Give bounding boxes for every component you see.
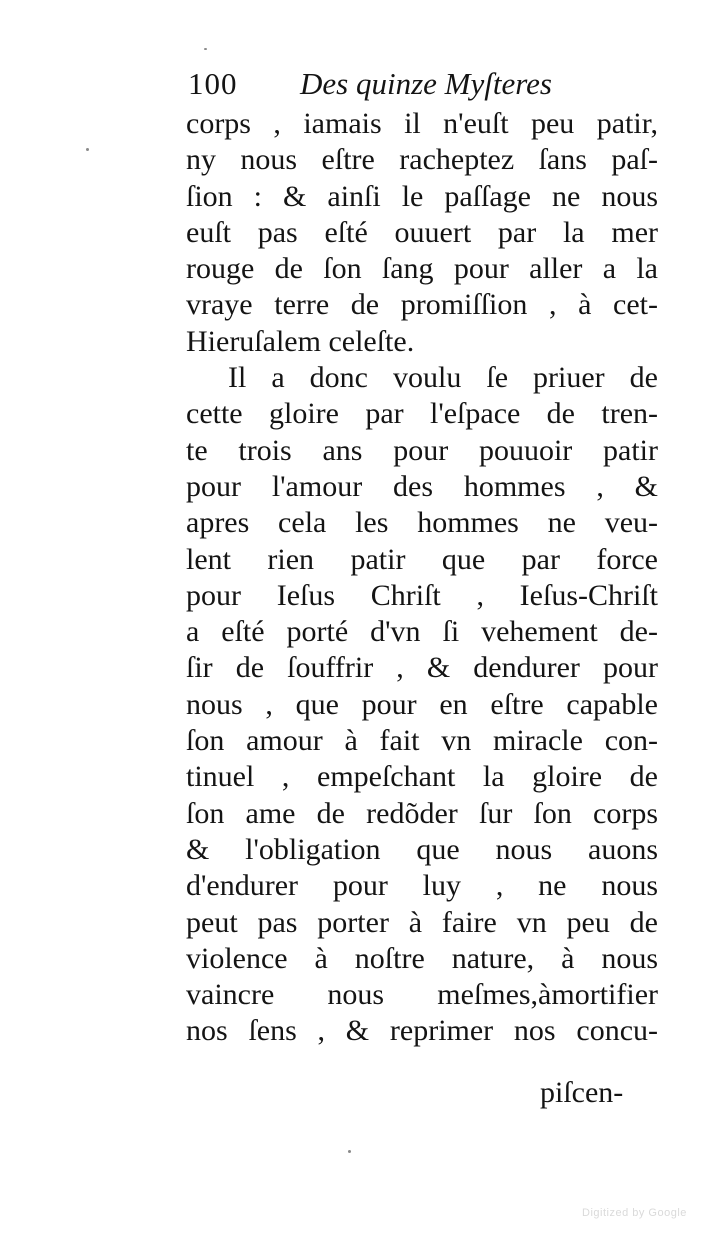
text-line: ſon ame de redõder ſur ſon corps: [186, 796, 658, 830]
body-text: [186, 106, 658, 1050]
text-line: cette gloire par l'eſpace de tren-: [186, 397, 658, 431]
ink-speck: [348, 1150, 351, 1153]
text-line: vraye terre de promiſſion , à cet-: [186, 288, 658, 322]
text-line: ſion : & ainſi le paſſage ne nous: [186, 179, 658, 213]
text-line: d'endurer pour luy , ne nous: [186, 869, 658, 903]
text-line: lent rien patir que par force: [186, 542, 658, 576]
text-line: corps , iamais il n'euſt peu patir,: [186, 107, 658, 140]
catchword: piſcen-: [540, 1076, 624, 1109]
text-line: pour l'amour des hommes , &: [186, 469, 658, 503]
ink-speck: [204, 48, 207, 50]
text-line: peut pas porter à faire vn peu de: [186, 905, 658, 939]
text-line: euſt pas eſté ouuert par la mer: [186, 215, 658, 249]
ink-speck: [86, 148, 89, 151]
text-line: ny nous eſtre racheptez ſans paſ-: [186, 143, 658, 177]
text-line: ſon amour à fait vn miracle con-: [186, 724, 658, 758]
text-line: rouge de ſon ſang pour aller a la: [186, 252, 658, 286]
text-line: pour Ieſus Chriſt , Ieſus-Chriſt: [186, 578, 658, 612]
text-line: apres cela les hommes ne veu-: [186, 506, 658, 540]
text-line: tinuel , empeſchant la gloire de: [186, 760, 658, 794]
text-line: nous , que pour en eſtre capable: [186, 687, 658, 721]
text-line: vaincre nous meſmes,àmortifier: [186, 978, 658, 1012]
digitization-watermark: Digitized by Google: [582, 1207, 687, 1219]
text-line-paragraph-start: Il a donc voulu ſe priuer de: [228, 361, 658, 395]
page-header: [188, 62, 658, 106]
text-line: nos ſens , & reprimer nos concu-: [186, 1014, 658, 1048]
text-line: a eſté porté d'vn ſi vehement de-: [186, 615, 658, 649]
running-head: Des quinze Myſteres: [300, 66, 552, 101]
text-line: & l'obligation que nous auons: [186, 832, 658, 866]
text-line: te trois ans pour pouuoir patir: [186, 433, 658, 467]
text-line: violence à noſtre nature, à nous: [186, 941, 658, 975]
text-line: ſir de ſouffrir , & dendurer pour: [186, 651, 658, 685]
page-number: 100: [188, 66, 238, 101]
text-line: Hieruſalem celeſte.: [186, 324, 415, 358]
